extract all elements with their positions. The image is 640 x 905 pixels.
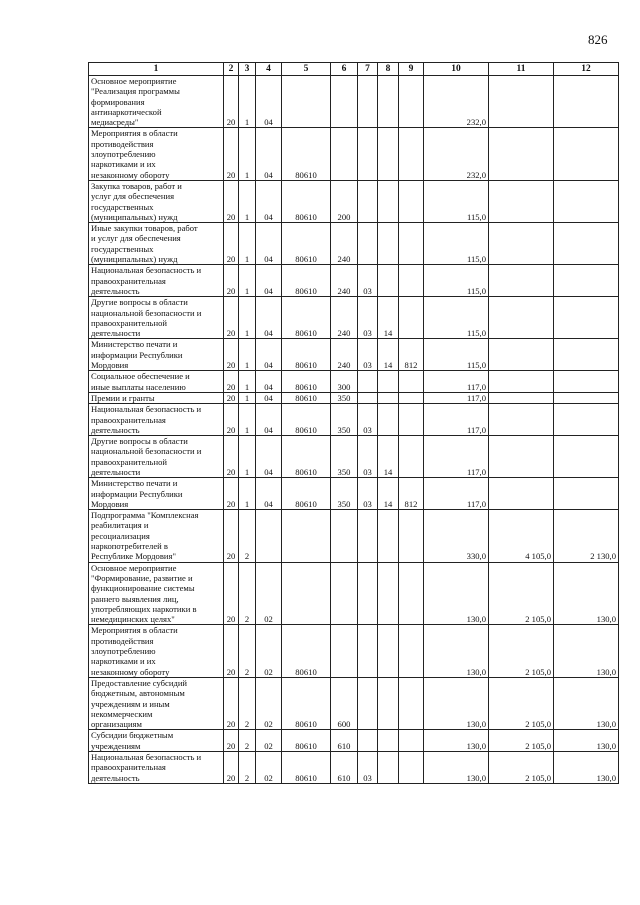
cell-col-4: 04 bbox=[256, 223, 282, 265]
cell-col-7: 03 bbox=[358, 265, 378, 297]
table-body bbox=[89, 76, 619, 784]
cell-col-12: 130,0 bbox=[554, 562, 619, 625]
row-name-cell: Основное мероприятие "Формирование, развитие и функционирование системы раннего выявления лиц, употребляющих наркотики в немедицинских целях" bbox=[89, 562, 224, 625]
page-number: 826 bbox=[588, 32, 608, 47]
cell-col-3: 1 bbox=[239, 371, 256, 393]
cell-col-4: 04 bbox=[256, 478, 282, 510]
cell-col-9: 812 bbox=[399, 478, 424, 510]
cell-col-5: 80610 bbox=[282, 128, 331, 180]
cell-col-4: 02 bbox=[256, 730, 282, 752]
table-row bbox=[89, 677, 619, 729]
cell-col-2: 20 bbox=[224, 265, 239, 297]
cell-col-6: 200 bbox=[331, 180, 358, 222]
cell-col-3: 1 bbox=[239, 478, 256, 510]
cell-col-5: 80610 bbox=[282, 404, 331, 436]
row-name-cell: Социальное обеспечение и иные выплаты населению bbox=[89, 371, 224, 393]
cell-col-10: 130,0 bbox=[424, 625, 489, 677]
budget-table bbox=[88, 62, 619, 784]
cell-col-2: 20 bbox=[224, 371, 239, 393]
row-name-cell: Мероприятия в области противодействия злоупотреблению наркотиками и их незаконному обороту bbox=[89, 625, 224, 677]
cell-col-12 bbox=[554, 297, 619, 339]
cell-col-8: 14 bbox=[378, 339, 399, 371]
cell-col-9 bbox=[399, 128, 424, 180]
column-header: 11 bbox=[489, 63, 554, 76]
cell-col-10: 130,0 bbox=[424, 562, 489, 625]
cell-col-10: 130,0 bbox=[424, 677, 489, 729]
cell-col-6 bbox=[331, 510, 358, 562]
cell-col-2: 20 bbox=[224, 478, 239, 510]
header-row bbox=[89, 63, 619, 76]
cell-col-10: 117,0 bbox=[424, 371, 489, 393]
cell-col-5: 80610 bbox=[282, 625, 331, 677]
cell-col-5: 80610 bbox=[282, 677, 331, 729]
column-header: 8 bbox=[378, 63, 399, 76]
cell-col-2: 20 bbox=[224, 625, 239, 677]
cell-col-4: 02 bbox=[256, 625, 282, 677]
cell-col-3: 2 bbox=[239, 730, 256, 752]
cell-col-9 bbox=[399, 371, 424, 393]
cell-col-11 bbox=[489, 76, 554, 128]
cell-col-8 bbox=[378, 223, 399, 265]
cell-col-7 bbox=[358, 730, 378, 752]
cell-col-2: 20 bbox=[224, 223, 239, 265]
cell-col-4: 02 bbox=[256, 562, 282, 625]
cell-col-12 bbox=[554, 478, 619, 510]
cell-col-10: 232,0 bbox=[424, 76, 489, 128]
cell-col-9 bbox=[399, 297, 424, 339]
cell-col-4: 04 bbox=[256, 392, 282, 403]
cell-col-11 bbox=[489, 180, 554, 222]
cell-col-7 bbox=[358, 392, 378, 403]
cell-col-5 bbox=[282, 562, 331, 625]
cell-col-12: 130,0 bbox=[554, 625, 619, 677]
table-row bbox=[89, 730, 619, 752]
cell-col-11 bbox=[489, 436, 554, 478]
row-name-cell: Иные закупки товаров, работ и услуг для обеспечения государственных (муниципальных) нужд bbox=[89, 223, 224, 265]
cell-col-7: 03 bbox=[358, 297, 378, 339]
cell-col-3: 1 bbox=[239, 339, 256, 371]
cell-col-6: 350 bbox=[331, 404, 358, 436]
table-row bbox=[89, 339, 619, 371]
cell-col-7 bbox=[358, 76, 378, 128]
cell-col-10: 115,0 bbox=[424, 265, 489, 297]
cell-col-6: 610 bbox=[331, 752, 358, 784]
cell-col-4: 04 bbox=[256, 128, 282, 180]
cell-col-7: 03 bbox=[358, 436, 378, 478]
cell-col-6: 240 bbox=[331, 339, 358, 371]
column-header: 9 bbox=[399, 63, 424, 76]
cell-col-5: 80610 bbox=[282, 478, 331, 510]
cell-col-5: 80610 bbox=[282, 392, 331, 403]
cell-col-8 bbox=[378, 76, 399, 128]
cell-col-12 bbox=[554, 128, 619, 180]
cell-col-12 bbox=[554, 392, 619, 403]
row-name-cell: Министерство печати и информации Республики Мордовия bbox=[89, 478, 224, 510]
cell-col-4: 04 bbox=[256, 339, 282, 371]
cell-col-5: 80610 bbox=[282, 730, 331, 752]
column-header: 6 bbox=[331, 63, 358, 76]
cell-col-5 bbox=[282, 510, 331, 562]
cell-col-11: 2 105,0 bbox=[489, 752, 554, 784]
cell-col-3: 2 bbox=[239, 677, 256, 729]
table-row bbox=[89, 392, 619, 403]
cell-col-4: 04 bbox=[256, 371, 282, 393]
table-row bbox=[89, 76, 619, 128]
cell-col-3: 1 bbox=[239, 223, 256, 265]
cell-col-4: 04 bbox=[256, 404, 282, 436]
cell-col-8 bbox=[378, 625, 399, 677]
cell-col-5: 80610 bbox=[282, 339, 331, 371]
cell-col-3: 2 bbox=[239, 510, 256, 562]
cell-col-10: 117,0 bbox=[424, 404, 489, 436]
cell-col-4: 02 bbox=[256, 752, 282, 784]
row-name-cell: Основное мероприятие "Реализация программы формирования антинаркотической медиасреды" bbox=[89, 76, 224, 128]
cell-col-9 bbox=[399, 404, 424, 436]
cell-col-9 bbox=[399, 76, 424, 128]
cell-col-7 bbox=[358, 223, 378, 265]
cell-col-8 bbox=[378, 392, 399, 403]
row-name-cell: Другие вопросы в области национальной безопасности и правоохранительной деятельности bbox=[89, 297, 224, 339]
cell-col-3: 1 bbox=[239, 392, 256, 403]
cell-col-2: 20 bbox=[224, 392, 239, 403]
cell-col-2: 20 bbox=[224, 730, 239, 752]
cell-col-11 bbox=[489, 478, 554, 510]
cell-col-10: 115,0 bbox=[424, 339, 489, 371]
cell-col-10: 117,0 bbox=[424, 478, 489, 510]
row-name-cell: Субсидии бюджетным учреждениям bbox=[89, 730, 224, 752]
cell-col-6: 300 bbox=[331, 371, 358, 393]
cell-col-9 bbox=[399, 180, 424, 222]
cell-col-5: 80610 bbox=[282, 223, 331, 265]
cell-col-4: 04 bbox=[256, 76, 282, 128]
cell-col-5: 80610 bbox=[282, 371, 331, 393]
cell-col-3: 1 bbox=[239, 436, 256, 478]
cell-col-7 bbox=[358, 510, 378, 562]
column-header: 3 bbox=[239, 63, 256, 76]
cell-col-2: 20 bbox=[224, 562, 239, 625]
table-row bbox=[89, 297, 619, 339]
cell-col-6 bbox=[331, 76, 358, 128]
row-name-cell: Министерство печати и информации Республики Мордовия bbox=[89, 339, 224, 371]
cell-col-8 bbox=[378, 730, 399, 752]
cell-col-8 bbox=[378, 371, 399, 393]
cell-col-7: 03 bbox=[358, 339, 378, 371]
cell-col-9 bbox=[399, 510, 424, 562]
cell-col-10: 330,0 bbox=[424, 510, 489, 562]
cell-col-4: 04 bbox=[256, 265, 282, 297]
cell-col-12: 2 130,0 bbox=[554, 510, 619, 562]
table-row bbox=[89, 265, 619, 297]
cell-col-4: 04 bbox=[256, 297, 282, 339]
cell-col-12 bbox=[554, 339, 619, 371]
cell-col-6: 610 bbox=[331, 730, 358, 752]
cell-col-8 bbox=[378, 265, 399, 297]
cell-col-12 bbox=[554, 180, 619, 222]
cell-col-2: 20 bbox=[224, 180, 239, 222]
cell-col-7 bbox=[358, 180, 378, 222]
cell-col-5 bbox=[282, 76, 331, 128]
cell-col-3: 1 bbox=[239, 297, 256, 339]
cell-col-9 bbox=[399, 392, 424, 403]
cell-col-8 bbox=[378, 562, 399, 625]
column-header: 2 bbox=[224, 63, 239, 76]
cell-col-2: 20 bbox=[224, 436, 239, 478]
cell-col-12: 130,0 bbox=[554, 730, 619, 752]
cell-col-8: 14 bbox=[378, 478, 399, 510]
cell-col-7 bbox=[358, 371, 378, 393]
cell-col-9 bbox=[399, 436, 424, 478]
cell-col-5: 80610 bbox=[282, 297, 331, 339]
cell-col-12 bbox=[554, 404, 619, 436]
cell-col-7 bbox=[358, 677, 378, 729]
cell-col-9 bbox=[399, 730, 424, 752]
cell-col-3: 2 bbox=[239, 752, 256, 784]
table-row bbox=[89, 562, 619, 625]
cell-col-11 bbox=[489, 392, 554, 403]
row-name-cell: Премии и гранты bbox=[89, 392, 224, 403]
cell-col-11: 2 105,0 bbox=[489, 730, 554, 752]
cell-col-9 bbox=[399, 625, 424, 677]
cell-col-6: 600 bbox=[331, 677, 358, 729]
column-header: 12 bbox=[554, 63, 619, 76]
cell-col-11 bbox=[489, 339, 554, 371]
cell-col-6: 240 bbox=[331, 223, 358, 265]
table-row bbox=[89, 510, 619, 562]
cell-col-11: 2 105,0 bbox=[489, 677, 554, 729]
cell-col-10: 117,0 bbox=[424, 392, 489, 403]
row-name-cell: Подпрограмма "Комплексная реабилитация и ресоциализация наркопотребителей в Республике Мордовия" bbox=[89, 510, 224, 562]
row-name-cell: Предоставление субсидий бюджетным, автономным учреждениям и иным некоммерческим организациям bbox=[89, 677, 224, 729]
cell-col-9 bbox=[399, 752, 424, 784]
cell-col-4 bbox=[256, 510, 282, 562]
cell-col-8 bbox=[378, 510, 399, 562]
cell-col-3: 2 bbox=[239, 625, 256, 677]
cell-col-2: 20 bbox=[224, 752, 239, 784]
row-name-cell: Национальная безопасность и правоохранительная деятельность bbox=[89, 752, 224, 784]
row-name-cell: Национальная безопасность и правоохранительная деятельность bbox=[89, 265, 224, 297]
cell-col-6: 350 bbox=[331, 478, 358, 510]
cell-col-12 bbox=[554, 436, 619, 478]
cell-col-3: 1 bbox=[239, 128, 256, 180]
cell-col-11 bbox=[489, 371, 554, 393]
row-name-cell: Закупка товаров, работ и услуг для обеспечения государственных (муниципальных) нужд bbox=[89, 180, 224, 222]
cell-col-4: 02 bbox=[256, 677, 282, 729]
cell-col-4: 04 bbox=[256, 180, 282, 222]
cell-col-2: 20 bbox=[224, 677, 239, 729]
cell-col-12 bbox=[554, 76, 619, 128]
cell-col-6 bbox=[331, 128, 358, 180]
cell-col-7 bbox=[358, 128, 378, 180]
cell-col-11: 2 105,0 bbox=[489, 562, 554, 625]
cell-col-9 bbox=[399, 265, 424, 297]
cell-col-7: 03 bbox=[358, 478, 378, 510]
row-name-cell: Мероприятия в области противодействия злоупотреблению наркотиками и их незаконному обороту bbox=[89, 128, 224, 180]
cell-col-2: 20 bbox=[224, 510, 239, 562]
table-row bbox=[89, 180, 619, 222]
cell-col-2: 20 bbox=[224, 404, 239, 436]
cell-col-11 bbox=[489, 128, 554, 180]
cell-col-12: 130,0 bbox=[554, 677, 619, 729]
row-name-cell: Другие вопросы в области национальной безопасности и правоохранительной деятельности bbox=[89, 436, 224, 478]
cell-col-10: 115,0 bbox=[424, 297, 489, 339]
cell-col-5: 80610 bbox=[282, 180, 331, 222]
table-row bbox=[89, 478, 619, 510]
cell-col-10: 115,0 bbox=[424, 223, 489, 265]
cell-col-2: 20 bbox=[224, 128, 239, 180]
cell-col-6: 350 bbox=[331, 436, 358, 478]
column-header: 10 bbox=[424, 63, 489, 76]
cell-col-6 bbox=[331, 562, 358, 625]
cell-col-12 bbox=[554, 371, 619, 393]
table-row bbox=[89, 223, 619, 265]
cell-col-2: 20 bbox=[224, 339, 239, 371]
cell-col-7: 03 bbox=[358, 752, 378, 784]
column-header: 5 bbox=[282, 63, 331, 76]
cell-col-2: 20 bbox=[224, 297, 239, 339]
cell-col-5: 80610 bbox=[282, 436, 331, 478]
cell-col-3: 1 bbox=[239, 265, 256, 297]
column-header: 4 bbox=[256, 63, 282, 76]
cell-col-12: 130,0 bbox=[554, 752, 619, 784]
cell-col-7 bbox=[358, 562, 378, 625]
cell-col-8: 14 bbox=[378, 436, 399, 478]
cell-col-11: 2 105,0 bbox=[489, 625, 554, 677]
cell-col-9 bbox=[399, 562, 424, 625]
table-row bbox=[89, 371, 619, 393]
cell-col-3: 1 bbox=[239, 76, 256, 128]
cell-col-3: 1 bbox=[239, 180, 256, 222]
cell-col-3: 2 bbox=[239, 562, 256, 625]
table-row bbox=[89, 404, 619, 436]
cell-col-8 bbox=[378, 180, 399, 222]
cell-col-8 bbox=[378, 128, 399, 180]
column-header: 7 bbox=[358, 63, 378, 76]
cell-col-9 bbox=[399, 677, 424, 729]
cell-col-6: 240 bbox=[331, 297, 358, 339]
cell-col-12 bbox=[554, 265, 619, 297]
row-name-cell: Национальная безопасность и правоохранительная деятельность bbox=[89, 404, 224, 436]
cell-col-7: 03 bbox=[358, 404, 378, 436]
cell-col-3: 1 bbox=[239, 404, 256, 436]
cell-col-11 bbox=[489, 297, 554, 339]
cell-col-7 bbox=[358, 625, 378, 677]
cell-col-6 bbox=[331, 625, 358, 677]
cell-col-11 bbox=[489, 265, 554, 297]
cell-col-9: 812 bbox=[399, 339, 424, 371]
cell-col-10: 130,0 bbox=[424, 730, 489, 752]
cell-col-6: 240 bbox=[331, 265, 358, 297]
cell-col-8 bbox=[378, 677, 399, 729]
cell-col-5: 80610 bbox=[282, 752, 331, 784]
table-row bbox=[89, 436, 619, 478]
table-row bbox=[89, 128, 619, 180]
cell-col-8: 14 bbox=[378, 297, 399, 339]
cell-col-9 bbox=[399, 223, 424, 265]
cell-col-2: 20 bbox=[224, 76, 239, 128]
cell-col-8 bbox=[378, 404, 399, 436]
cell-col-10: 115,0 bbox=[424, 180, 489, 222]
cell-col-8 bbox=[378, 752, 399, 784]
cell-col-6: 350 bbox=[331, 392, 358, 403]
table-row bbox=[89, 625, 619, 677]
column-header: 1 bbox=[89, 63, 224, 76]
cell-col-4: 04 bbox=[256, 436, 282, 478]
cell-col-11 bbox=[489, 223, 554, 265]
cell-col-11 bbox=[489, 404, 554, 436]
cell-col-11: 4 105,0 bbox=[489, 510, 554, 562]
cell-col-5: 80610 bbox=[282, 265, 331, 297]
cell-col-12 bbox=[554, 223, 619, 265]
table-row bbox=[89, 752, 619, 784]
cell-col-10: 232,0 bbox=[424, 128, 489, 180]
cell-col-10: 117,0 bbox=[424, 436, 489, 478]
cell-col-10: 130,0 bbox=[424, 752, 489, 784]
